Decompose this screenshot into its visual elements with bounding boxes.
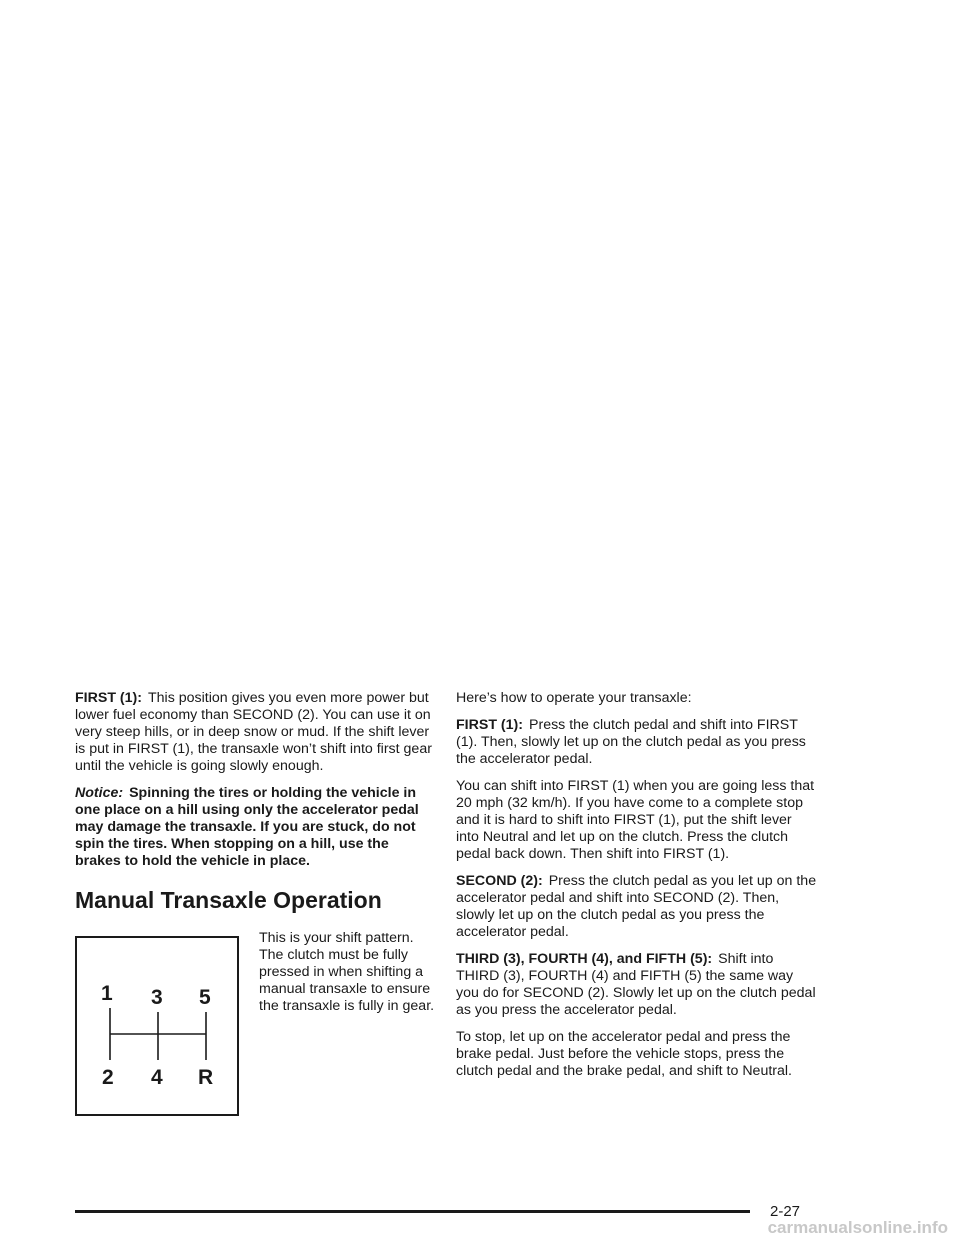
shift-pattern-diagram [75, 936, 239, 1116]
first-gear-text: This position gives you even more power but lower fuel economy than SECOND (2). You can use it on very steep hills, or in deep snow or mud. If the shift lever is put in FIRST (1), the transaxle won’t shift into first gear until the vehicle is going slowly enough. [75, 690, 432, 774]
section-heading: Manual Transaxle Operation [75, 887, 382, 913]
higher-gears-text: Shift into THIRD (3), FOURTH (4) and FIFTH (5) the same way you do for SECOND (2). Slowly let up on the clutch pedal as you press the accelerator pedal. [456, 951, 816, 1018]
first-gear-label: FIRST (1): [75, 690, 142, 706]
left-column [75, 690, 437, 1230]
operate-first-text: Press the clutch pedal and shift into FIRST (1). Then, slowly let up on the clutch pedal as you press the accelerator pedal. [456, 717, 806, 767]
page-number: 2-27 [770, 1203, 801, 1220]
footer-rule [75, 1210, 750, 1213]
shift-pattern-caption: This is your shift pattern. The clutch must be fully pressed in when shifting a manual transaxle to ensure the transaxle is fully in gear. [259, 930, 435, 1014]
gear-label-1: 1 [101, 982, 113, 1005]
intro-paragraph: Here’s how to operate your transaxle: [456, 690, 692, 706]
notice-label: Notice: [75, 785, 124, 801]
first-gear-paragraph [75, 690, 437, 775]
notice-text: Spinning the tires or holding the vehicle in one place on a hill using only the accelerator pedal may damage the transaxle. If you are stuck, do not spin the tires. When stopping on a hill, use the brakes to hold the vehicle in place. [75, 785, 419, 869]
gear-label-5: 5 [199, 986, 211, 1009]
gear-label-r: R [198, 1066, 214, 1089]
gear-label-4: 4 [151, 1066, 163, 1089]
gear-label-3: 3 [151, 986, 163, 1009]
operate-first-paragraph [456, 717, 818, 768]
gear-label-2: 2 [102, 1066, 114, 1089]
notice-paragraph [75, 785, 437, 870]
second-gear-text: Press the clutch pedal as you let up on the accelerator pedal and shift into SECOND (2). Then, slowly let up on the clutch pedal as you press the accelerator pedal. [456, 873, 817, 940]
right-column [456, 690, 818, 1090]
shift-pattern-figure [75, 930, 437, 1230]
first-speed-paragraph: You can shift into FIRST (1) when you are going less that 20 mph (32 km/h). If you have come to a complete stop and it is hard to shift into FIRST (1), put the shift lever into Neutral and let up on the clutch. Press the clutch pedal back down. Then shift into FIRST (1). [456, 778, 815, 862]
stopping-paragraph: To stop, let up on the accelerator pedal and press the brake pedal. Just before the vehicle stops, press the clutch pedal and the brake pedal, and shift to Neutral. [456, 1029, 792, 1079]
second-gear-label: SECOND (2): [456, 873, 543, 889]
higher-gears-paragraph [456, 951, 818, 1019]
second-gear-paragraph [456, 873, 818, 941]
watermark: carmanualsonline.info [767, 1218, 948, 1237]
operate-first-label: FIRST (1): [456, 717, 523, 733]
shift-pattern-svg [77, 938, 237, 1114]
higher-gears-label: THIRD (3), FOURTH (4), and FIFTH (5): [456, 951, 713, 967]
